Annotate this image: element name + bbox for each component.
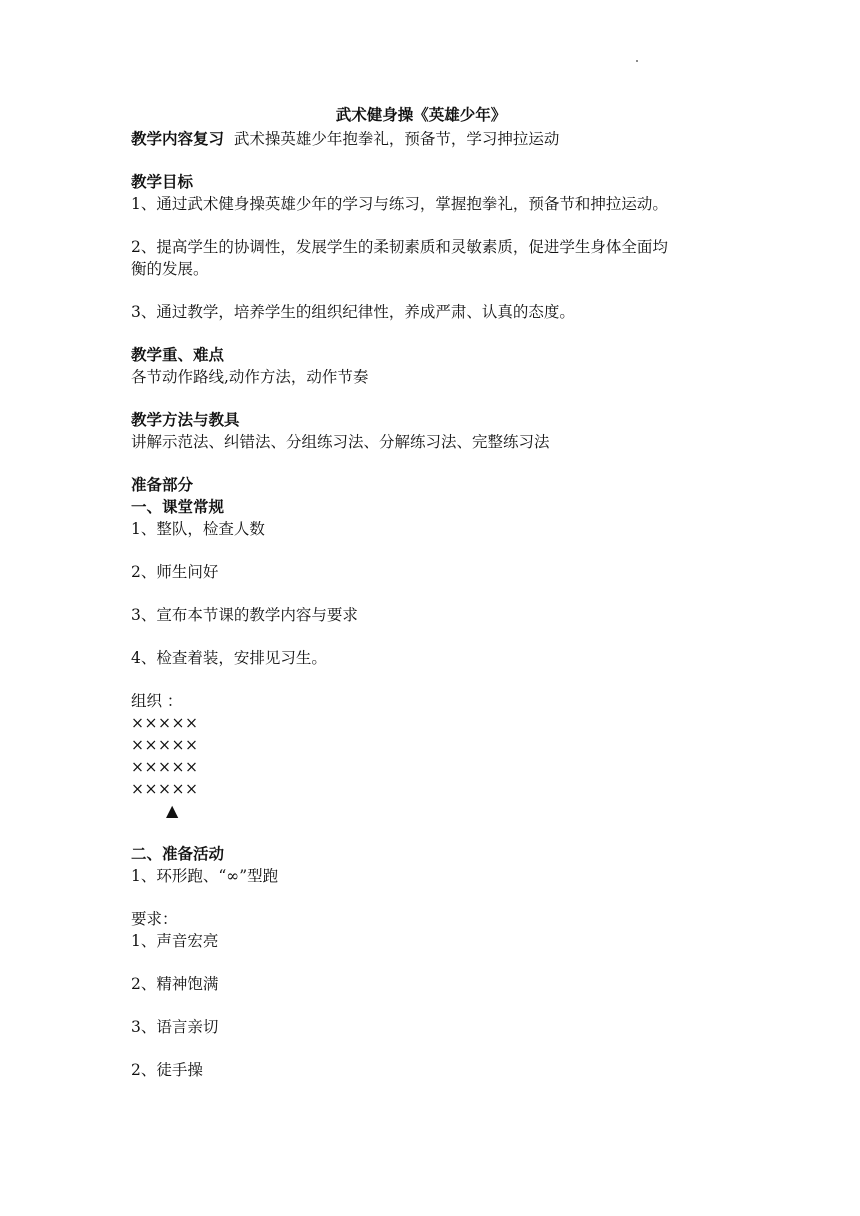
- organization-label: 组织 ：: [131, 692, 183, 710]
- objectives-heading: 教学目标: [131, 172, 194, 191]
- routine-item-2: 2、师生问好: [131, 563, 219, 581]
- formation-row: ×××××: [131, 780, 199, 798]
- key-points-heading: 教学重、难点: [131, 345, 225, 364]
- routine-item-4: 4、检查着装，安排见习生。: [131, 649, 327, 667]
- page-dot: [636, 60, 638, 62]
- activity-item-1: 1、环形跑、“∞”型跑: [131, 867, 279, 885]
- requirement-item-1: 1、声音宏亮: [131, 932, 219, 950]
- objective-item-1: 1、通过武术健身操英雄少年的学习与练习，掌握抱拳礼，预备节和抻拉运动。: [131, 195, 668, 213]
- content-review-label: 教学内容复习: [131, 129, 225, 148]
- key-points-text: 各节动作路线,动作方法，动作节奏: [131, 368, 369, 386]
- document-title: 武术健身操《英雄少年》: [335, 105, 507, 124]
- document-content: [131, 104, 731, 1081]
- formation-row: ×××××: [131, 758, 199, 776]
- teacher-position-triangle-icon: ▲: [166, 801, 179, 820]
- requirement-item-3: 3、语言亲切: [131, 1018, 219, 1036]
- methods-text: 讲解示范法、纠错法、分组练习法、分解练习法、完整练习法: [131, 433, 550, 451]
- formation-row: ×××××: [131, 736, 199, 754]
- routine-heading: 一、课堂常规: [131, 497, 225, 516]
- formation-row: ×××××: [131, 714, 199, 732]
- requirement-item-2: 2、精神饱满: [131, 975, 219, 993]
- objective-item-2-line-2: 衡的发展。: [131, 260, 209, 278]
- requirements-label: 要求：: [131, 910, 178, 928]
- methods-heading: 教学方法与教具: [131, 410, 240, 429]
- preparation-heading: 准备部分: [131, 475, 194, 494]
- content-review: [131, 128, 731, 150]
- routine-item-1: 1、整队，检查人数: [131, 520, 265, 538]
- objective-item-2-line-1: 2、提高学生的协调性，发展学生的柔韧素质和灵敏素质，促进学生身体全面均: [131, 238, 668, 256]
- routine-item-3: 3、宣布本节课的教学内容与要求: [131, 606, 358, 624]
- activity-item-2: 2、徒手操: [131, 1061, 203, 1079]
- content-review-text: 武术操英雄少年抱拳礼，预备节，学习抻拉运动: [224, 130, 560, 148]
- objective-item-3: 3、通过教学，培养学生的组织纪律性，养成严肃、认真的态度。: [131, 303, 575, 321]
- activity-heading: 二、准备活动: [131, 844, 225, 863]
